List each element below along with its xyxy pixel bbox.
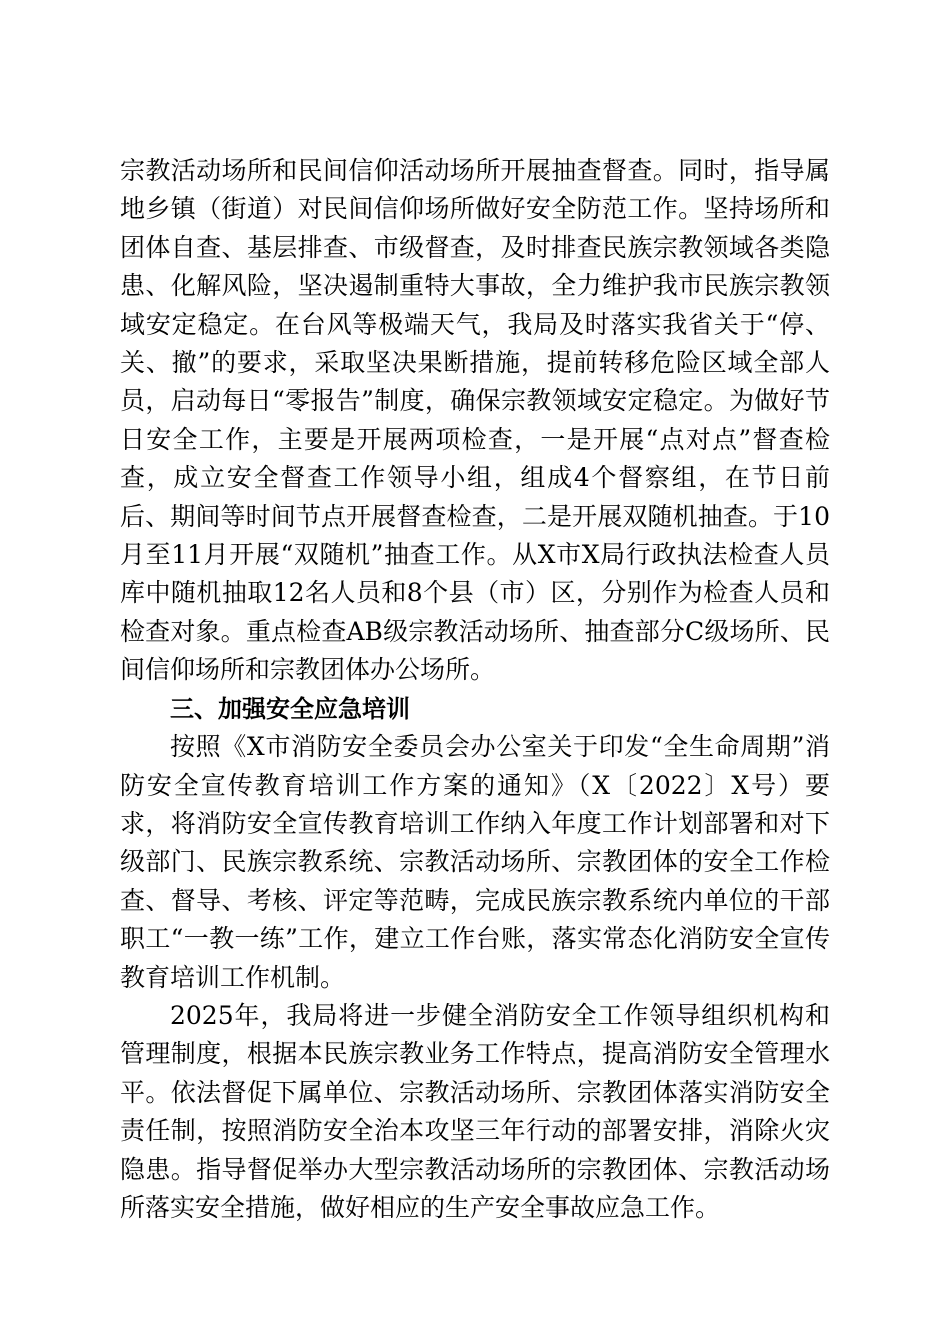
- body-paragraph-training: 按照《X市消防安全委员会办公室关于印发“全生命周期”消防安全宣传教育培训工作方案的通知》（X〔2022〕X号）要求，将消防安全宣传教育培训工作纳入年度工作计划部署和对下级部门、民族宗教系统、宗教活动场所、宗教团体的安全工作检查、督导、考核、评定等范畴，完成民族宗教系统内单位的干部职工“一教一练”工作，建立工作台账，落实常态化消防安全宣传教育培训工作机制。: [120, 732, 830, 992]
- section-heading: 三、加强安全应急培训: [170, 694, 410, 723]
- body-paragraph-plan-2025: 2025年，我局将进一步健全消防安全工作领导组织机构和管理制度，根据本民族宗教业务工作特点，提高消防安全管理水平。依法督促下属单位、宗教活动场所、宗教团体落实消防安全责任制，按照消防安全治本攻坚三年行动的部署安排，消除火灾隐患。指导督促举办大型宗教活动场所的宗教团体、宗教活动场所落实安全措施，做好相应的生产安全事故应急工作。: [120, 1000, 830, 1222]
- document-page: [120, 152, 830, 1227]
- body-paragraph-continued: 宗教活动场所和民间信仰活动场所开展抽查督查。同时，指导属地乡镇（街道）对民间信仰场所做好安全防范工作。坚持场所和团体自查、基层排查、市级督查，及时排查民族宗教领域各类隐患、化解风险，坚决遏制重特大事故，全力维护我市民族宗教领域安定稳定。在台风等极端天气，我局及时落实我省关于“停、关、撤”的要求，采取坚决果断措施，提前转移危险区域全部人员，启动每日“零报告”制度，确保宗教领域安定稳定。为做好节日安全工作，主要是开展两项检查，一是开展“点对点”督查检查，成立安全督查工作领导小组，组成4个督察组，在节日前后、期间等时间节点开展督查检查，二是开展双随机抽查。于10月至11月开展“双随机”抽查工作。从X市X局行政执法检查人员库中随机抽取12名人员和8个县（市）区，分别作为检查人员和检查对象。重点检查AB级宗教活动场所、抽查部分C级场所、民间信仰场所和宗教团体办公场所。: [120, 156, 830, 685]
